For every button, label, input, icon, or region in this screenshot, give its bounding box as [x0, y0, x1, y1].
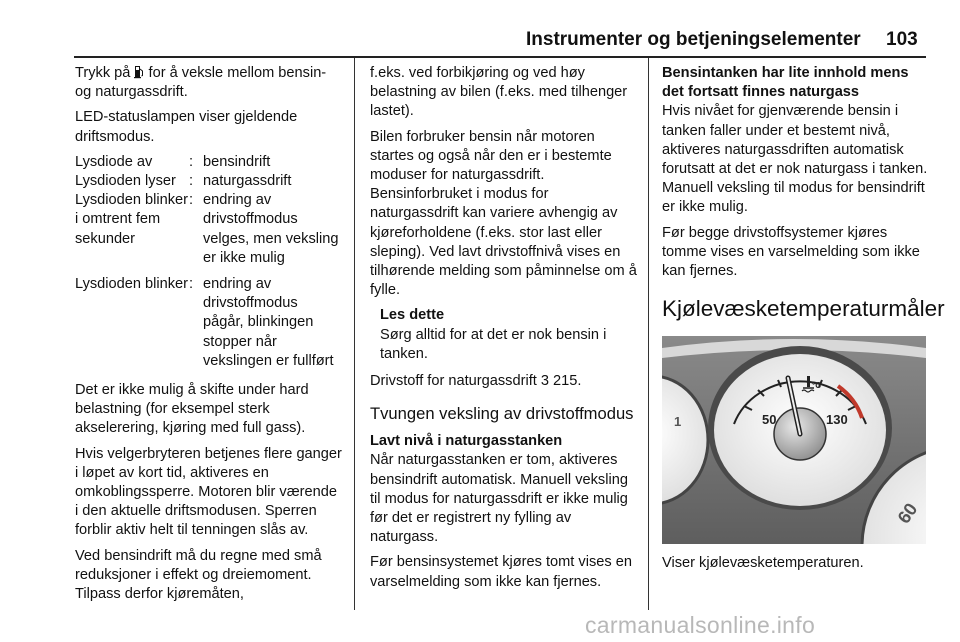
table-term: Lysdiode av — [75, 153, 153, 170]
gauge-label-low: 50 — [762, 412, 777, 428]
page-number: 103 — [886, 29, 918, 50]
table-colon: : — [189, 192, 194, 209]
fuel-pump-icon — [134, 64, 144, 79]
subheading-low-gas: Lavt nivå i naturgasstanken — [370, 433, 563, 450]
coolant-gauge-illustration — [662, 336, 926, 544]
column-1 — [75, 64, 342, 610]
table-colon: : — [189, 153, 194, 170]
watermark: carmanualsonline.info — [585, 612, 816, 638]
cross-reference-arrow-icon: 3 — [540, 373, 549, 390]
paragraph-gas-empty: Når naturgasstanken er tom, aktiveres bensindrift automatisk. Manuell veksling til modus for naturgassdrift er ikke mulig før det er registrert ny fylling av naturgass. — [370, 452, 628, 546]
paragraph-lock: Hvis velgerbryteren betjenes flere ganger i løpet av kort tid, aktiveres en omkoblingssperre. Motoren blir værende i den aktuelle driftsmodusen. Sperren forblir aktiv helt til tenningen slås av. — [75, 445, 342, 539]
table-colon: : — [189, 173, 194, 190]
led-status-table — [75, 153, 342, 371]
note-text: Sørg alltid for at det er nok bensin i tanken. — [380, 326, 607, 362]
gauge-label-left: 1 — [674, 414, 682, 430]
paragraph-auto-gas: Hvis nivået for gjenværende bensin i tanken faller under et bestemt nivå, aktiveres naturgassdriften automatisk forutsatt at det er nok naturgass i tanken. Manuell veksling til modus for bensindrift er ikke mulig. — [662, 103, 928, 216]
column-3 — [662, 64, 945, 579]
table-term: Lysdioden blinker — [75, 276, 189, 293]
column-divider-2 — [648, 58, 649, 610]
running-title: Instrumenter og betjeningselementer — [526, 29, 861, 50]
paragraph-petrol-warning: Før bensinsystemet kjøres tomt vises en varselmelding som ikke kan fjernes. — [370, 554, 632, 590]
table-desc: endring av drivstoffmodus pågår, blinkingen stopper når vekslingen er fullført — [203, 276, 334, 369]
subheading-low-petrol: Bensintanken har lite innhold mens det fortsatt finnes naturgass — [662, 65, 909, 101]
paragraph-overtake: f.eks. ved forbikjøring og ved høy belastning av bilen (f.eks. med tilhenger lastet). — [370, 65, 628, 120]
paragraph-consumption: Bilen forbruker bensin når motoren startes og også når den er i bestemte moduser for naturgassdrift. Bensinforbruket i modus for naturgassdrift kan variere avhengig av kjøreforholdene (f.eks. stor last eller sleping). Ved lavt drivstoffnivå vises en tilhørende melding som påminnelse om å fylle. — [370, 128, 637, 299]
gauge-caption: Viser kjølevæsketemperaturen. — [662, 555, 864, 572]
page-header — [0, 0, 960, 58]
paragraph-load: Det er ikke mulig å skifte under hard belastning (for eksempel sterk akselerering, kjøring med full gass). — [75, 382, 309, 437]
gauge-label-unit: °C — [812, 381, 821, 391]
column-2 — [370, 64, 638, 598]
table-desc: naturgassdrift — [203, 173, 292, 190]
section-heading-coolant: Kjølevæsketemperaturmåler — [662, 296, 945, 322]
header-rule — [74, 56, 926, 58]
table-desc: bensindrift — [203, 153, 271, 170]
table-term: Lysdioden lyser — [75, 173, 176, 190]
table-colon: : — [189, 276, 194, 293]
paragraph-petrol: Ved bensindrift må du regne med små reduksjoner i effekt og dreiemoment. Tilpass derfor kjøremåten, — [75, 547, 322, 603]
table-term: Lysdioden blinker i omtrent fem sekunder — [75, 192, 189, 247]
section-heading-forced-switch: Tvungen veksling av drivstoffmodus — [370, 404, 634, 424]
gauge-label-high: 130 — [826, 412, 848, 428]
paragraph-both-empty: Før begge drivstoffsystemer kjøres tomme vises en varselmelding som ikke kan fjernes. — [662, 224, 920, 280]
note-title: Les dette — [380, 307, 445, 324]
paragraph-toggle: Trykk på for å veksle mellom bensin- og naturgassdrift. — [75, 65, 327, 101]
column-divider-1 — [354, 58, 355, 610]
table-desc: endring av drivstoffmodus velges, men veksling er ikke mulig — [203, 192, 339, 266]
paragraph-led: LED-statuslampen viser gjeldende driftsmodus. — [75, 109, 298, 145]
gauge-label-right: 60 — [893, 499, 922, 528]
paragraph-crossref: Drivstoff for naturgassdrift 3 215. — [370, 372, 638, 391]
